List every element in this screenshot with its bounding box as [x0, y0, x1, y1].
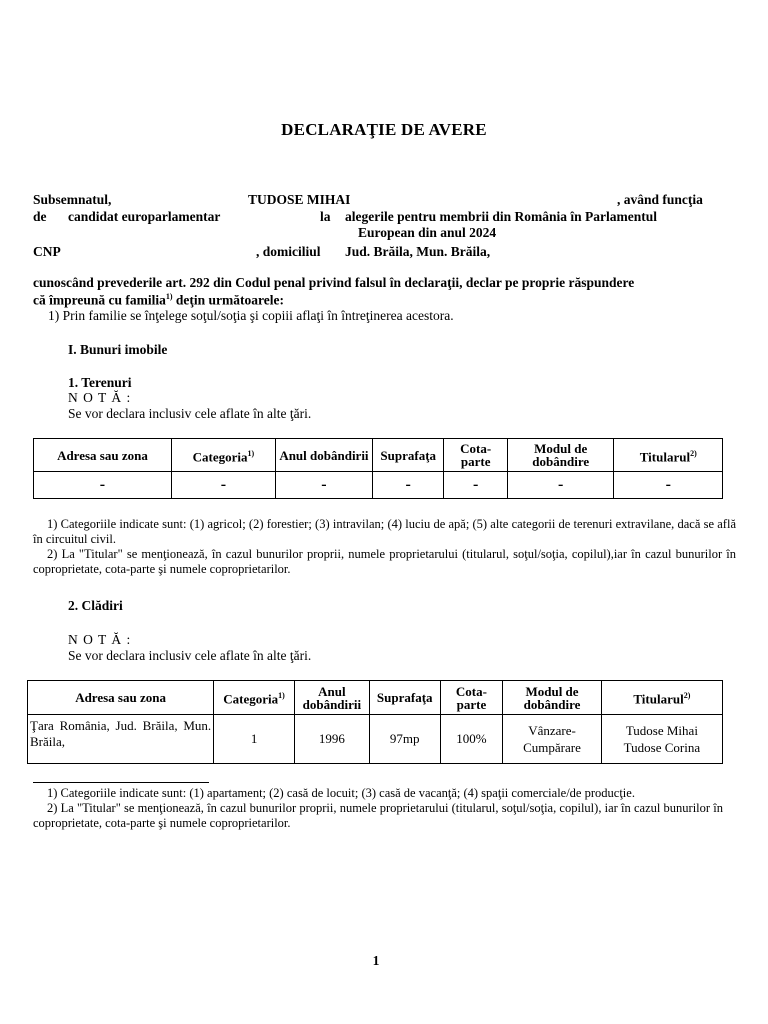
col-adresa: Adresa sau zona — [34, 439, 172, 472]
table-row — [34, 472, 723, 499]
document-title: DECLARAŢIE DE AVERE — [281, 120, 487, 139]
nota-label: N O T Ă : — [68, 390, 132, 405]
cell-titular — [601, 715, 722, 764]
family-note: 1) Prin familie se înţelege soţul/soţia şi copiii aflaţi în întreţinerea acestora. — [48, 308, 454, 323]
nota-text: Se vor declara inclusiv cele aflate în alte ţări. — [68, 406, 312, 421]
section-heading: I. Bunuri imobile — [68, 342, 168, 357]
la-label: la — [320, 209, 331, 224]
cell: - — [373, 472, 444, 499]
cell: - — [507, 472, 614, 499]
col-modul: Modul de dobândire — [503, 681, 602, 715]
address-value: Jud. Brăila, Mun. Brăila, — [345, 244, 491, 259]
footnote-1: 1) Categoriile indicate sunt: (1) agricol; (2) forestier; (3) intravilan; (4) luciu de apă; (5) alte categorii de terenuri extravilane, dacă se află în circuitul civil. — [33, 517, 736, 546]
col-cota: Cota-parte — [444, 439, 508, 472]
subsection-terenuri: 1. Terenuri — [68, 375, 132, 390]
nota-text: Se vor declara inclusiv cele aflate în alte ţări. — [68, 648, 312, 663]
domiciliul-label: , domiciliul — [256, 244, 321, 259]
declarant-name: TUDOSE MIHAI — [248, 192, 351, 207]
statement-line-1: cunoscând prevederile art. 292 din Codul penal privind falsul în declaraţii, declar pe proprie răspundere — [33, 275, 635, 290]
cladiri-footnotes — [33, 786, 723, 831]
cell-anul: 1996 — [294, 715, 369, 764]
terenuri-table — [33, 438, 723, 499]
col-cota: Cota-parte — [440, 681, 503, 715]
statement-line-2 — [33, 292, 284, 309]
col-categoria: Categoria$^{1)}$ — [171, 439, 275, 472]
function-value: candidat europarlamentar — [68, 209, 221, 224]
col-modul: Modul de dobândire — [507, 439, 614, 472]
avand-functia-label: , având funcţia — [617, 192, 703, 207]
cell-modul: Vânzare-Cumpărare — [503, 715, 602, 764]
cladiri-table — [27, 680, 723, 764]
cell: - — [444, 472, 508, 499]
col-adresa: Adresa sau zona — [28, 681, 214, 715]
subsemnatul-label: Subsemnatul, — [33, 192, 112, 207]
nota-label: N O T Ă : — [68, 632, 132, 647]
cell-suprafata: 97mp — [369, 715, 440, 764]
statement-footnote-ref: 1) — [165, 292, 173, 301]
cell-adresa: Ţara România, Jud. Brăila, Mun. Brăila, — [28, 715, 214, 764]
footnote-1: 1) Categoriile indicate sunt: (1) apartament; (2) casă de locuit; (3) casă de vacanţă; (4) spaţii comerciale/de producţie. — [47, 786, 635, 800]
col-titular: Titularul$^{2)}$ — [601, 681, 722, 715]
page-number: 1 — [372, 953, 380, 968]
election-line-2: European din anul 2024 — [358, 225, 497, 240]
cnp-label: CNP — [33, 244, 61, 259]
statement-text-a: că împreună cu familia — [33, 292, 166, 308]
footnote-2: 2) La "Titular" se menţionează, în cazul bunurilor proprii, numele proprietarului (titularul, soţul/soţia, copilul), iar în cazul bunurilor în coproprietate, cota-parte şi numele coproprietarilor. — [33, 801, 723, 830]
footnote-2: 2) La "Titular" se menţionează, în cazul bunurilor proprii, numele proprietarului (titularul, soţul/soţia, copilul),iar în cazul bunurilor în coproprietate, cota-parte şi numele coproprietarilor. — [33, 547, 736, 576]
cell: - — [171, 472, 275, 499]
table-row — [28, 715, 723, 764]
cell: - — [275, 472, 372, 499]
col-titular: Titularul$^{2)}$ — [614, 439, 723, 472]
election-line-1: alegerile pentru membrii din România în Parlamentul — [345, 209, 657, 224]
footnote-divider — [33, 782, 209, 783]
col-anul: Anul dobândirii — [294, 681, 369, 715]
col-suprafata: Suprafaţa — [373, 439, 444, 472]
col-anul: Anul dobândirii — [275, 439, 372, 472]
statement-text-b: deţin următoarele: — [172, 292, 285, 308]
titular-name-1: Tudose Mihai — [625, 723, 698, 738]
col-suprafata: Suprafaţa — [369, 681, 440, 715]
table-header-row — [28, 681, 723, 715]
de-label: de — [33, 209, 47, 224]
subsection-cladiri: 2. Clădiri — [68, 598, 123, 613]
cell-categoria: 1 — [214, 715, 295, 764]
table-header-row — [34, 439, 723, 472]
col-categoria: Categoria$^{1)}$ — [214, 681, 295, 715]
cell: - — [34, 472, 172, 499]
cell-cota: 100% — [440, 715, 503, 764]
titular-name-2: Tudose Corina — [623, 740, 701, 755]
cell: - — [614, 472, 723, 499]
terenuri-footnotes — [33, 517, 736, 577]
